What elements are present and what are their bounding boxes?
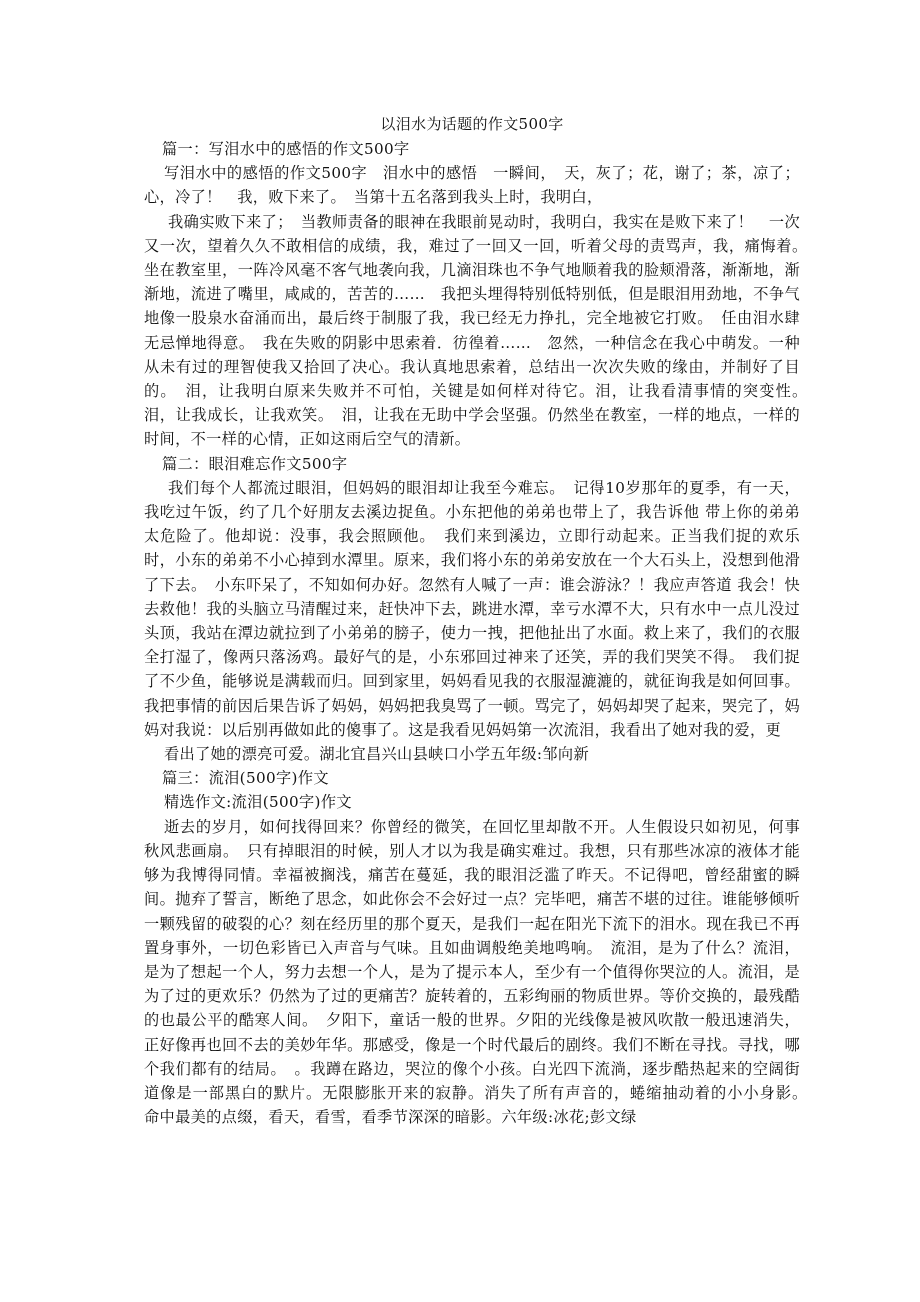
section-paragraph: 写泪水中的感悟的作文500字 泪水中的感悟 一瞬间， 天，灰了；花，谢了；茶，凉了；心，冷了！ 我，败下来了。 当第十五名落到我头上时，我明白， <box>144 164 800 207</box>
section-subheading: 精选作文:流泪(500字)作文 <box>164 793 352 812</box>
author-line: 看出了她的漂亮可爱。湖北宜昌兴山县峡口小学五年级:邹向新 <box>164 745 589 764</box>
section-heading: 篇三：流泪(500字)作文 <box>162 769 329 788</box>
document-title: 以泪水为话题的作文500字 <box>380 115 564 133</box>
section-3 <box>144 766 816 1129</box>
section-paragraph: 我们每个人都流过眼泪，但妈妈的眼泪却让我至今难忘。 记得10岁那年的夏季，有一天，我吃过午饭，约了几个好朋友去溪边捉鱼。小东把他的弟弟也带上了，我告诉他 带上你的弟弟太危险了。他却说：没事，我会照顾他。 我们来到溪边，立即行动起来。正当我们捉的欢乐时，小东的弟弟不小心掉到水潭里。原来，我们将小东的弟弟安放在一个大石头上，没想到他滑了下去。 小东吓呆了，不知如何办好。忽然有人喊了一声：谁会游泳？！我应声答道 我会！快去救他！我的头脑立马清醒过来，赶快冲下去，跳进水潭，幸亏水潭不大，只有水中一点儿没过头顶，我站在潭边就拉到了小弟弟的膀子，使力一拽，把他扯出了水面。救上来了，我们的衣服全打湿了，像两只落汤鸡。最好气的是，小东邪回过神来了还笑，弄的我们哭笑不得。 我们捉了不少鱼，能够说是满载而归。回到家里，妈妈看见我的衣服湿漉漉的，就征询我是如何回事。我把事情的前因后果告诉了妈妈，妈妈把我臭骂了一顿。骂完了，妈妈却哭了起来，哭完了，妈妈对我说：以后别再做如此的傻事了。这是我看见妈妈第一次流泪，我看出了她对我的爱，更 <box>144 478 800 739</box>
section-paragraph: 我确实败下来了； 当教师责备的眼神在我眼前晃动时，我明白，我实在是败下来了！ 一次又一次，望着久久不敢相信的成绩，我，难过了一回又一回，听着父母的责骂声，我，痛悔着。 坐在教室里，一阵冷风毫不客气地袭向我，几滴泪珠也不争气地顺着我的脸颊滑落，渐渐地，渐渐地，流进了嘴里，咸咸的，苦苦的…… 我把头埋得特别低特别低，但是眼泪用劲地，不争气地像一股泉水奋涌而出，最后终于制服了我，我已经无力挣扎，完全地被它打败。 任由泪水肆无忌惮地得意。 我在失败的阴影中思索着．彷徨着…… 忽然，一种信念在我心中萌发。一种从未有过的理智使我又拾回了决心。我认真地思索着，总结出一次次失败的缘由，并制好了目的。 泪，让我明白原来失败并不可怕，关键是如何样对待它。泪，让我看清事情的突变性。 泪，让我成长，让我欢笑。 泪，让我在无助中学会坚强。仍然坐在教室，一样的地点，一样的时间，不一样的心情，正如这雨后空气的清新。 <box>144 212 816 449</box>
document-page <box>144 113 816 1129</box>
section-heading: 篇二：眼泪难忘作文500字 <box>162 454 348 473</box>
section-heading: 篇一：写泪水中的感悟的作文500字 <box>162 140 410 158</box>
section-1 <box>144 137 816 452</box>
section-paragraph: 逝去的岁月，如何找得回来？你曾经的微笑，在回忆里却散不开。人生假设只如初见，何事秋风悲画扇。 只有掉眼泪的时候，别人才以为我是确实难过。我想，只有那些冰凉的液体才能够为我博得同情。幸福被搁浅，痛苦在蔓延，我的眼泪泛滥了昨天。不记得吧，曾经甜蜜的瞬间。抛弃了誓言，断绝了思念，如此你会不会好过一点？完毕吧，痛苦不堪的过往。谁能够倾听一颗残留的破裂的心？刻在经历里的那个夏天，是我们一起在阳光下流下的泪水。现在我已不再置身事外，一切色彩皆已入声音与气味。且如曲调般绝美地鸣响。 流泪，是为了什么？流泪，是为了想起一个人，努力去想一个人，是为了提示本人，至少有一个值得你哭泣的人。流泪，是为了过的更欢乐？仍然为了过的更痛苦？旋转着的，五彩绚丽的物质世界。等价交换的，最残酷的也最公平的酷寒人间。 夕阳下，童话一般的世界。夕阳的光线像是被风吹散一般迅速消失，正好像再也回不去的美妙年华。那感受，像是一个时代最后的剧终。我们不断在寻找。寻找，哪个我们都有的结局。 。我蹲在路边，哭泣的像个小孩。白光四下流淌，逐步酷热起来的空阔街道像是一部黑白的默片。无限膨胀开来的寂静。消失了所有声音的，蜷缩抽动着的小小身影。 命中最美的点缀，看天，看雪，看季节深深的暗影。六年级:冰花;彭文绿 <box>144 817 816 1127</box>
section-2 <box>144 452 800 767</box>
